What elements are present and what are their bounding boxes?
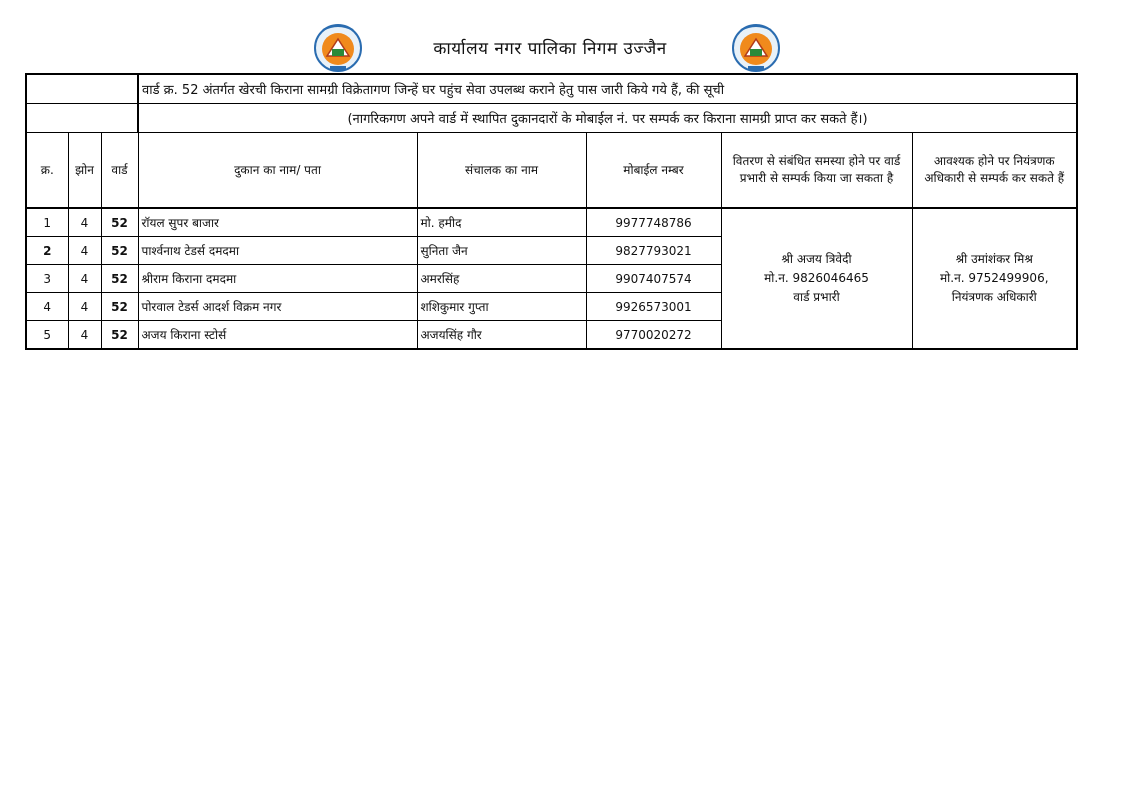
cell-zone: 4 <box>68 265 101 293</box>
ward-incharge-name: श्री अजय त्रिवेदी <box>781 252 852 266</box>
cell-sno: 4 <box>26 293 68 321</box>
cell-mobile: 9926573001 <box>586 293 721 321</box>
table-banner-row <box>26 74 1077 104</box>
cell-sno: 2 <box>26 237 68 265</box>
header-mobile: मोबाईल नम्बर <box>586 133 721 209</box>
cell-operator: शशिकुमार गुप्ता <box>417 293 586 321</box>
header-zone: झोन <box>68 133 101 209</box>
ward-incharge-role: वार्ड प्रभारी <box>793 290 840 304</box>
cell-operator: अजयसिंह गौर <box>417 321 586 350</box>
cell-shop: श्रीराम किराना दमदमा <box>138 265 417 293</box>
control-officer-name: श्री उमांशंकर मिश्र <box>955 252 1033 266</box>
control-officer-role: नियंत्रणक अधिकारी <box>951 290 1037 304</box>
header-shop: दुकान का नाम/ पता <box>138 133 417 209</box>
header-control-officer: आवश्यक होने पर नियंत्रणक अधिकारी से सम्पर्क कर सकते हैं <box>912 133 1077 209</box>
cell-zone: 4 <box>68 321 101 350</box>
cell-mobile: 9827793021 <box>586 237 721 265</box>
cell-shop: रॉयल सुपर बाजार <box>138 208 417 237</box>
cell-ward: 52 <box>101 208 138 237</box>
table-subtitle-row <box>26 104 1077 133</box>
header-sno: क्र. <box>26 133 68 209</box>
cell-operator: सुनिता जैन <box>417 237 586 265</box>
cell-shop: अजय किराना स्टोर्स <box>138 321 417 350</box>
cell-ward: 52 <box>101 321 138 350</box>
header-operator: संचालक का नाम <box>417 133 586 209</box>
municipal-corporation-emblem-icon <box>313 22 363 74</box>
cell-operator: मो. हमीद <box>417 208 586 237</box>
table-subtitle: (नागरिकगण अपने वार्ड में स्थापित दुकानदारों के मोबाईल नं. पर सम्पर्क कर किराना सामग्री प्राप्त कर सकते हैं।) <box>138 104 1077 133</box>
table-row <box>26 208 1077 237</box>
cell-mobile: 9907407574 <box>586 265 721 293</box>
control-officer-mobile: मो.न. 9752499906, <box>939 271 1049 285</box>
control-officer-cell <box>912 208 1077 349</box>
cell-operator: अमरसिंह <box>417 265 586 293</box>
grocery-vendor-table <box>25 73 1078 350</box>
municipal-corporation-emblem-icon <box>731 22 781 74</box>
ward-incharge-cell <box>721 208 912 349</box>
ward-incharge-mobile: मो.न. 9826046465 <box>764 271 869 285</box>
cell-mobile: 9770020272 <box>586 321 721 350</box>
table-header-row <box>26 133 1077 209</box>
cell-shop: पार्श्वनाथ टेडर्स दमदमा <box>138 237 417 265</box>
page-title: कार्यालय नगर पालिका निगम उज्जैन <box>433 39 667 59</box>
cell-zone: 4 <box>68 237 101 265</box>
table-title: वार्ड क्र. 52 अंतर्गत खेरची किराना सामग्री विक्रेतागण जिन्हें घर पहुंच सेवा उपलब्ध कराने हेतु पास जारी किये गये हैं, की सूची <box>138 74 1077 104</box>
header-ward: वार्ड <box>101 133 138 209</box>
cell-ward: 52 <box>101 237 138 265</box>
cell-ward: 52 <box>101 293 138 321</box>
page-header <box>0 22 1122 76</box>
cell-sno: 3 <box>26 265 68 293</box>
cell-mobile: 9977748786 <box>586 208 721 237</box>
cell-ward: 52 <box>101 265 138 293</box>
cell-sno: 1 <box>26 208 68 237</box>
cell-shop: पोरवाल टेडर्स आदर्श विक्रम नगर <box>138 293 417 321</box>
cell-zone: 4 <box>68 293 101 321</box>
header-ward-incharge: वितरण से संबंधित समस्या होने पर वार्ड प्रभारी से सम्पर्क किया जा सकता है <box>721 133 912 209</box>
cell-zone: 4 <box>68 208 101 237</box>
cell-sno: 5 <box>26 321 68 350</box>
